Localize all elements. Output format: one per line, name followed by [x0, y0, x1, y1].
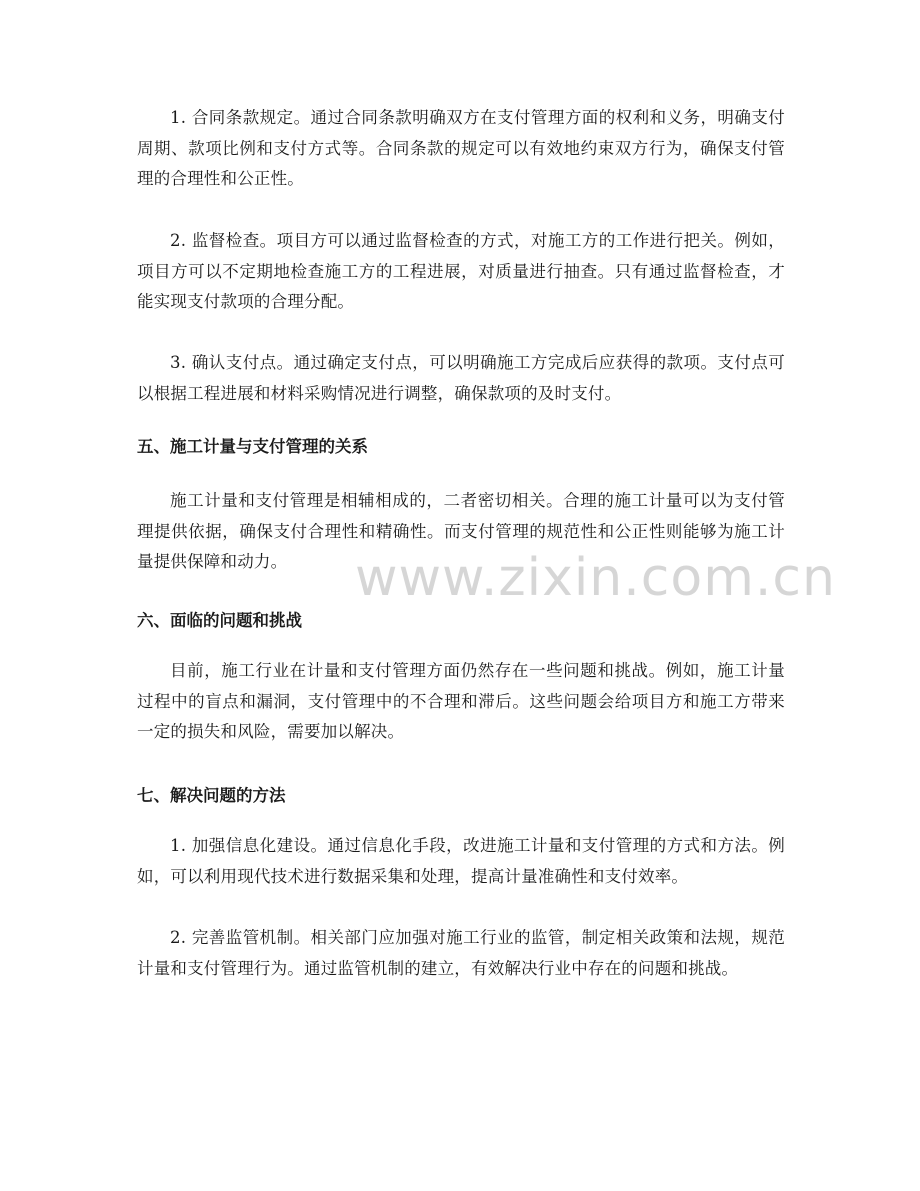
watermark: www.zixin.com.cn: [355, 548, 836, 608]
paragraph-problems: 目前，施工行业在计量和支付管理方面仍然存在一些问题和挑战。例如，施工计量过程中的盲点和漏洞，支付管理中的不合理和滞后。这些问题会给项目方和施工方带来一定的损失和风险，需要加以解决。: [137, 661, 785, 741]
paragraph-informatization: 1. 加强信息化建设。通过信息化手段，改进施工计量和支付管理的方式和方法。例如，可以利用现代技术进行数据采集和处理，提高计量准确性和支付效率。: [137, 836, 785, 886]
paragraph-contract-terms: 1. 合同条款规定。通过合同条款明确双方在支付管理方面的权利和义务，明确支付周期、款项比例和支付方式等。合同条款的规定可以有效地约束双方行为，确保支付管理的合理性和公正性。: [137, 108, 785, 188]
paragraph-supervision-check: 2. 监督检查。项目方可以通过监督检查的方式，对施工方的工作进行把关。例如，项目方可以不定期地检查施工方的工程进展，对质量进行抽查。只有通过监督检查，才能实现支付款项的合理分配。: [137, 231, 785, 311]
paragraph-payment-points: 3. 确认支付点。通过确定支付点，可以明确施工方完成后应获得的款项。支付点可以根据工程进展和材料采购情况进行调整，确保款项的及时支付。: [137, 353, 785, 403]
section-heading-7: 七、解决问题的方法: [137, 786, 286, 805]
paragraph-supervision-mechanism: 2. 完善监管机制。相关部门应加强对施工行业的监管，制定相关政策和法规，规范计量和支付管理行为。通过监管机制的建立，有效解决行业中存在的问题和挑战。: [137, 928, 785, 978]
section-heading-6: 六、面临的问题和挑战: [137, 611, 302, 630]
section-heading-5: 五、施工计量与支付管理的关系: [137, 437, 368, 456]
paragraph-relationship: 施工计量和支付管理是相辅相成的，二者密切相关。合理的施工计量可以为支付管理提供依据，确保支付合理性和精确性。而支付管理的规范性和公正性则能够为施工计量提供保障和动力。: [137, 491, 785, 571]
